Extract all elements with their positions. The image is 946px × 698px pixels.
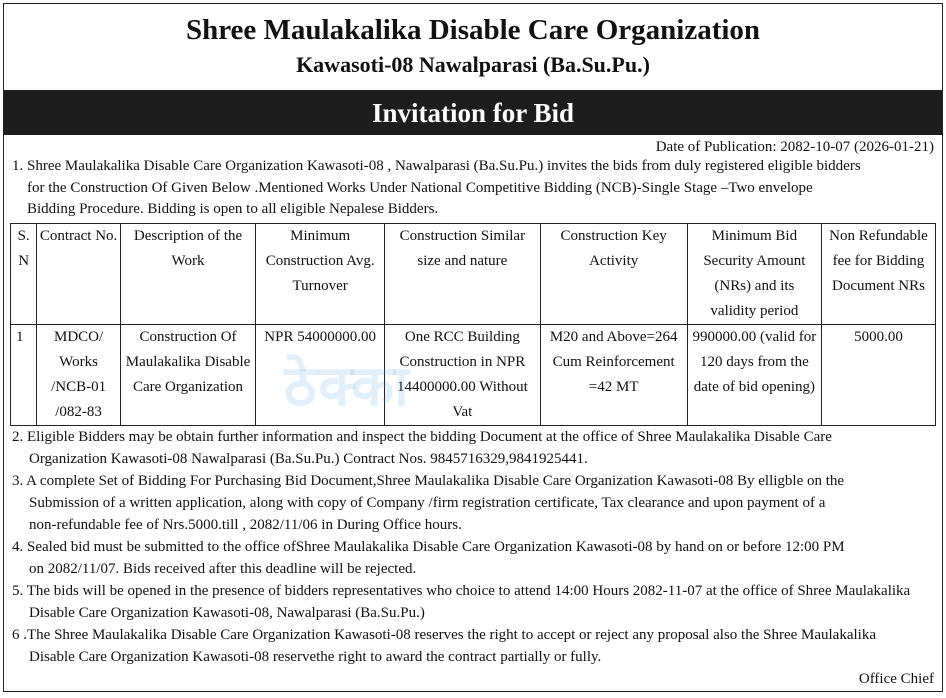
notice-header [4,4,942,91]
invitation-banner: Invitation for Bid [4,91,942,135]
column-header-sn: S. N [11,223,37,324]
clause-line: 5. The bids will be opened in the presence of bidders representatives who choice to attend 14:00 Hours 2082-11-07 at the office of Shree Maulakalika [12,582,911,599]
column-header-bid-security: Minimum Bid Security Amount (NRs) and its validity period [687,223,821,324]
organization-address: Kawasoti-08 Nawalparasi (Ba.Su.Pu.) [296,52,650,77]
clause-1-line: for the Construction Of Given Below .Mentioned Works Under National Competitive Bidding (NCB)-Single Stage –Two envelope [27,179,813,196]
signoff-office-chief: Office Chief [858,670,934,687]
clause-line: 4. Sealed bid must be submitted to the office ofShree Maulakalika Disable Care Organization Kawasoti-08 by hand on or before 12:00 PM [12,538,845,555]
clause-line: 2. Eligible Bidders may be obtain further information and inspect the bidding Document at the office of Shree Maulakalika Disable Care [12,428,832,445]
cell-key-activity: M20 and Above=264 Cum Reinforcement =42 MT [540,324,687,425]
cell-similar: One RCC Building Construction in NPR 14400000.00 Without Vat [385,324,540,425]
cell-fee: 5000.00 [821,324,935,425]
column-header-similar: Construction Similar size and nature [385,223,540,324]
clause-line: Disable Care Organization Kawasoti-08, Nawalparasi (Ba.Su.Pu.) [29,604,425,621]
clause-line: on 2082/11/07. Bids received after this deadline will be rejected. [29,560,417,577]
publication-date: Date of Publication: 2082-10-07 (2026-01-21) [655,139,934,155]
clause-line: 3. A complete Set of Bidding For Purchasing Bid Document,Shree Maulakalika Disable Care Organization Kawasoti-08 By elligble on the [12,472,845,489]
cell-sn: 1 [11,324,37,425]
cell-contract-no: MDCO/ Works /NCB-01 /082-83 [37,324,121,425]
clause-4 [4,536,942,580]
cell-turnover: NPR 54000000.00 [256,324,385,425]
clause-line: Submission of a written application, along with copy of Company /firm registration certificate, Tax clearance and upon payment of a [29,494,826,511]
clause-1 [4,156,942,221]
organization-title: Shree Maulakalika Disable Care Organization [185,14,761,46]
table-header-row [11,223,936,324]
clause-2 [4,426,942,470]
cell-bid-security: 990000.00 (valid for 120 days from the date of bid opening) [687,324,821,425]
column-header-key-activity: Construction Key Activity [540,223,687,324]
clause-6 [4,624,942,668]
clause-line: Organization Kawasoti-08 Nawalparasi (Ba.Su.Pu.) Contract Nos. 9845716329,9841925441. [29,450,588,467]
clause-1-line: Bidding Procedure. Bidding is open to all eligible Nepalese Bidders. [27,201,439,217]
notice-page [3,3,943,692]
bid-table [10,223,936,426]
watermark-logo: ठेक्का [284,354,411,419]
clause-line: Disable Care Organization Kawasoti-08 reservethe right to award the contract partially or fully. [29,648,602,665]
column-header-turnover: Minimum Construction Avg. Turnover [256,223,385,324]
clause-5 [4,580,942,624]
column-header-contract: Contract No. [37,223,121,324]
clause-line: 6 .The Shree Maulakalika Disable Care Organization Kawasoti-08 reserves the right to accept or reject any proposal also the Shree Maulakalika [12,626,876,643]
clause-1-line: 1. Shree Maulakalika Disable Care Organization Kawasoti-08 , Nawalparasi (Ba.Su.Pu.) invites the bids from duly registered eligible bidders [12,158,861,174]
column-header-fee: Non Refundable fee for Bidding Document NRs [821,223,935,324]
column-header-description: Description of the Work [120,223,255,324]
clause-3 [4,470,942,536]
clause-line: non-refundable fee of Nrs.5000.till , 2082/11/06 in During Office hours. [29,516,462,533]
cell-description: Construction Of Maulakalika Disable Care Organization [120,324,255,425]
table-row [11,324,936,425]
